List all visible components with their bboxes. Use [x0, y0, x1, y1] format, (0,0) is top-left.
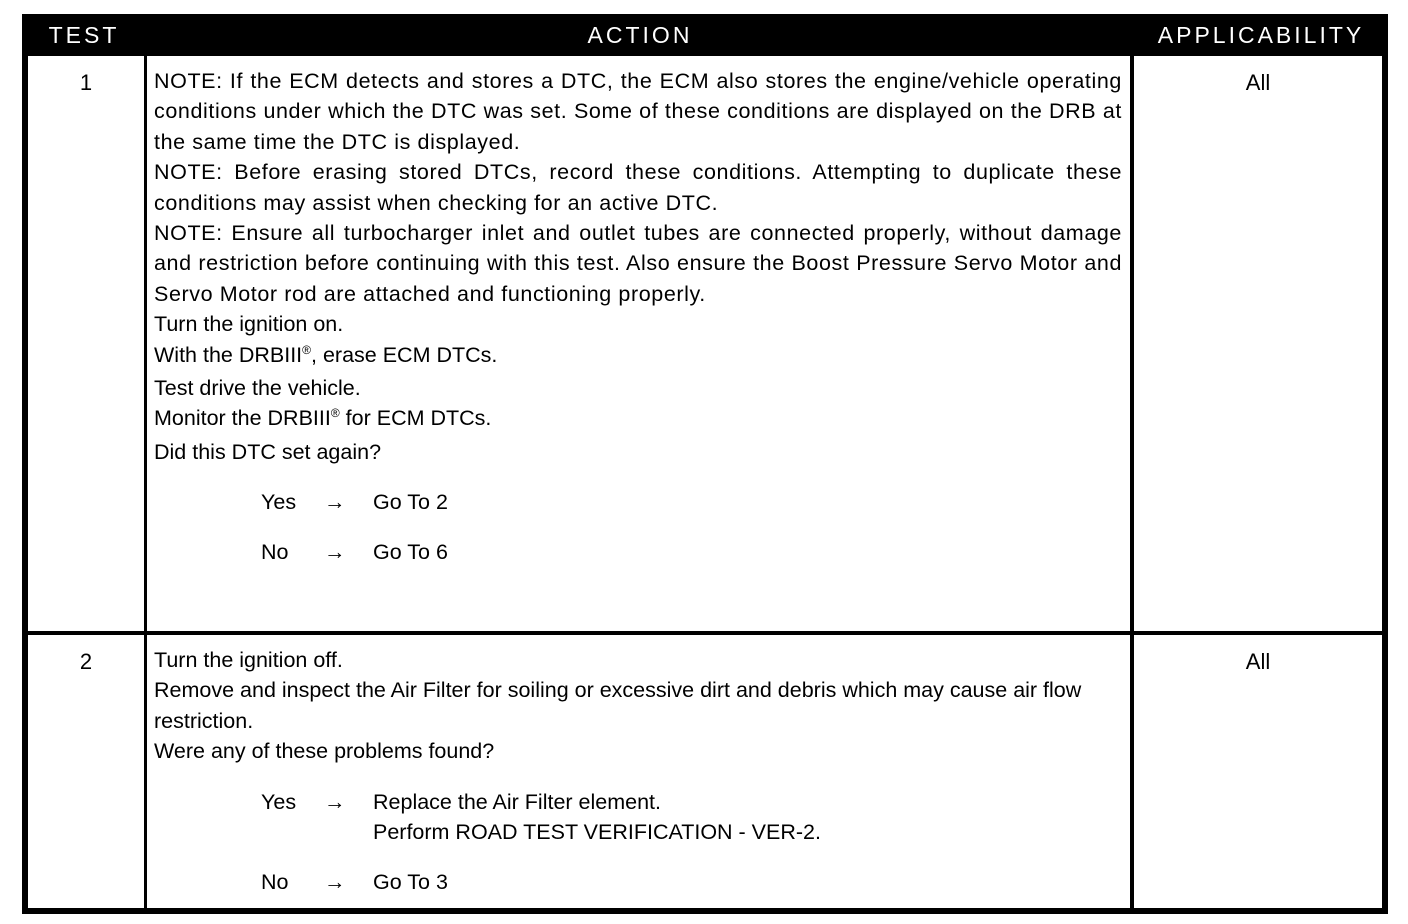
- answer-action: Replace the Air Filter element.: [373, 789, 661, 814]
- answer-action: Go To 3: [373, 869, 448, 894]
- row-1-applicability: [1134, 56, 1382, 631]
- header-applicability: APPLICABILITY: [1157, 22, 1365, 48]
- row-2-applicability: [1134, 635, 1382, 908]
- step-line: With the DRBIII®, erase ECM DTCs.: [154, 342, 498, 367]
- table-header: [22, 14, 1388, 56]
- registered-mark: ®: [330, 406, 340, 421]
- step-line: Monitor the DRBIII® for ECM DTCs.: [154, 406, 492, 431]
- test-number: 2: [79, 649, 93, 674]
- arrow-icon: →: [324, 540, 346, 565]
- question-line: Did this DTC set again?: [154, 439, 382, 464]
- row-1-notes: [154, 66, 1122, 309]
- row-1-test-number: [28, 56, 144, 631]
- note-paragraph: NOTE: Ensure all turbocharger inlet and outlet tubes are connected properly, without damage and restriction before continuing with this test. Also ensure the Boost Pressure Servo Motor and Servo Motor rod are attached and functioning properly.: [154, 221, 1122, 306]
- row-2-test-number: [28, 635, 144, 908]
- answer-label: No: [261, 869, 289, 894]
- header-test: TEST: [48, 22, 120, 48]
- note-paragraph: NOTE: Before erasing stored DTCs, record these conditions. Attempting to duplicate these conditions may assist when checking for an active DTC.: [154, 160, 1122, 215]
- answer-yes: [154, 487, 1122, 537]
- step-line: Remove and inspect the Air Filter for soiling or excessive dirt and debris which may cause air flow restriction.: [154, 678, 1082, 733]
- answer-label: Yes: [261, 490, 297, 515]
- row-1-action: [147, 56, 1130, 631]
- answer-action: Go To 2: [373, 490, 448, 515]
- header-action: ACTION: [587, 22, 693, 48]
- answer-action-line-2: Perform ROAD TEST VERIFICATION - VER-2.: [373, 819, 821, 844]
- answer-label: Yes: [261, 789, 297, 814]
- test-number: 1: [79, 70, 93, 95]
- row-2-action: [147, 635, 1130, 908]
- row-1-steps: [154, 309, 1122, 467]
- answer-no: [154, 537, 1122, 587]
- question-line: Were any of these problems found?: [154, 739, 495, 764]
- answer-yes: [154, 787, 1122, 867]
- note-paragraph: NOTE: If the ECM detects and stores a DTC, the ECM also stores the engine/vehicle operating conditions under which the DTC was set. Some of these conditions are displayed on the DRB at the same time the DTC is displayed.: [154, 69, 1122, 154]
- step-line: Turn the ignition on.: [154, 312, 344, 337]
- step-line: Turn the ignition off.: [154, 648, 343, 672]
- arrow-icon: →: [324, 789, 346, 814]
- row-2-steps: [154, 645, 1122, 767]
- answer-label: No: [261, 540, 289, 565]
- step-line: Test drive the vehicle.: [154, 376, 361, 401]
- arrow-icon: →: [324, 869, 346, 894]
- answer-no: [154, 867, 1122, 917]
- applicability-value: All: [1245, 70, 1271, 95]
- diagnostic-test-table: [22, 14, 1388, 914]
- answer-action: Go To 6: [373, 540, 448, 565]
- registered-mark: ®: [302, 342, 311, 357]
- applicability-value: All: [1245, 649, 1271, 674]
- arrow-icon: →: [324, 490, 346, 515]
